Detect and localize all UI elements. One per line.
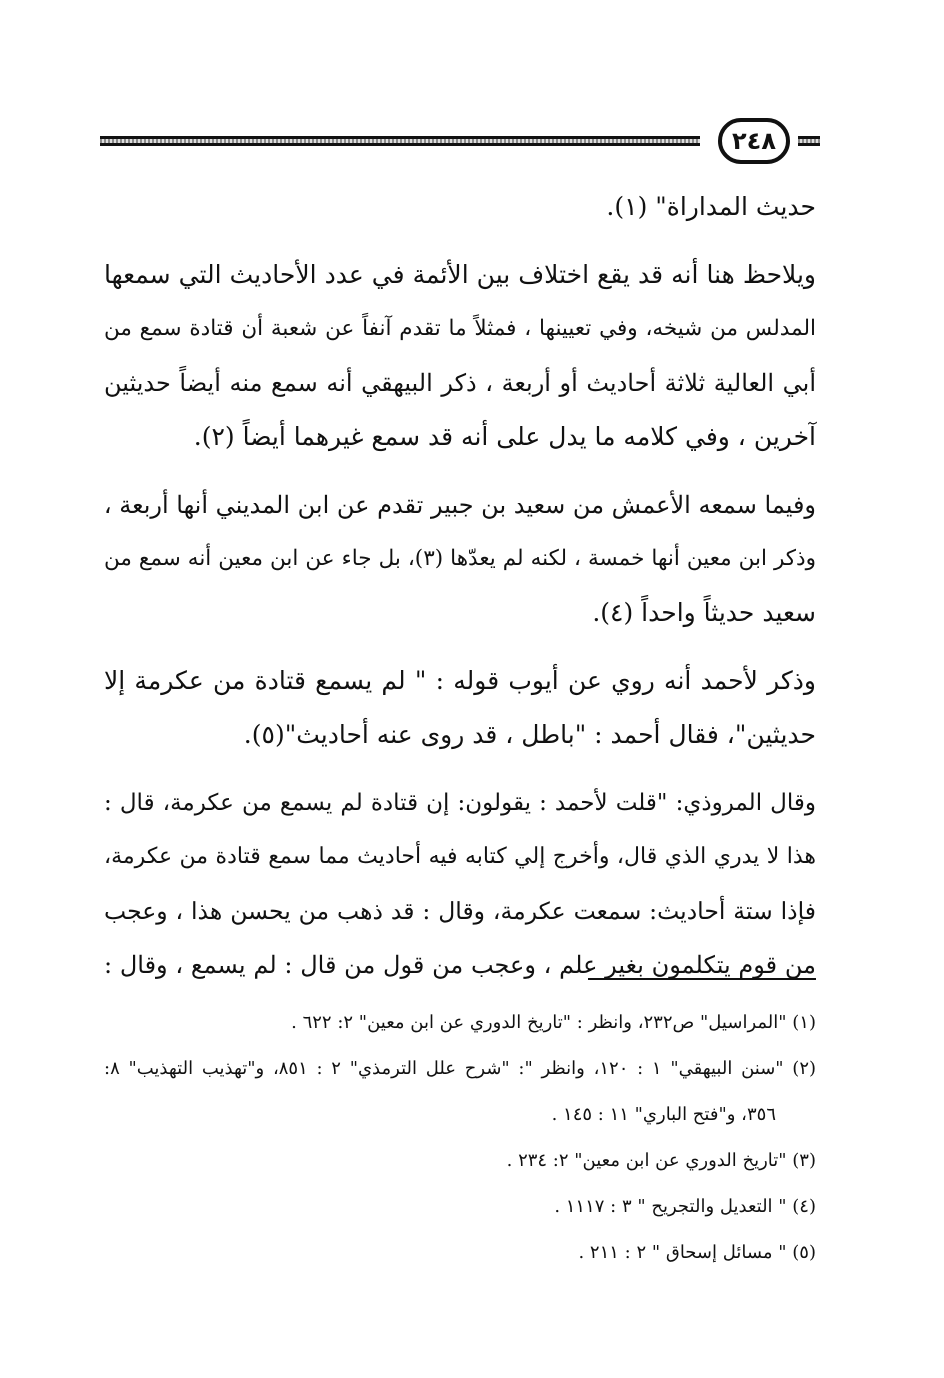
text-line: وذكر لأحمد أنه روي عن أيوب قوله : " لم يسمع قتادة من عكرمة إلا [104, 666, 816, 695]
page-number: ٢٤٨ [718, 118, 790, 164]
header-rule-short [798, 136, 820, 146]
footnote: (٤) " التعديل والتجريح " ٣ : ١١١٧ . [554, 1196, 816, 1217]
text-line: هذا لا يدري الذي قال، وأخرج إلي كتابه فيه أحاديث مما سمع قتادة من عكرمة، [104, 844, 816, 869]
text-line: وذكر ابن معين أنها خمسة ، لكنه لم يعدّها (٣)، بل جاء عن ابن معين أنه سمع من [104, 546, 817, 571]
text-line: حديث المداراة" (١). [606, 192, 816, 221]
paragraph [104, 248, 816, 464]
paragraph [104, 776, 816, 992]
paragraph [104, 180, 816, 234]
page-header [100, 118, 820, 180]
text-line: آخرين ، وفي كلامه ما يدل على أنه قد سمع غيرهما أيضاً (٢). [193, 422, 816, 451]
footnotes [104, 1000, 816, 1276]
footnote: (١) "المراسيل" ص٢٣٢، وانظر : "تاريخ الدوري عن ابن معين" ٢: ٦٢٢ . [291, 1012, 816, 1033]
footnote: (٥) " مسائل إسحاق " ٢ : ٢١١ . [578, 1242, 816, 1263]
text-line: أبي العالية ثلاثة أحاديث أو أربعة ، ذكر البيهقي أنه سمع منه أيضاً حديثين [104, 369, 816, 397]
header-rule [100, 136, 700, 146]
text-line: سعيد حديثاً واحداً (٤). [592, 598, 816, 627]
footnote: (٢) "سنن البيهقي" ١ : ١٢٠، وانظر ": "شرح علل الترمذي" ٢ : ٨٥١، و"تهذيب التهذيب" ٨: [104, 1058, 817, 1079]
footnote-separator [588, 978, 816, 980]
footnote: (٣) "تاريخ الدوري عن ابن معين" ٢: ٢٣٤ . [506, 1150, 816, 1171]
text-line: وفيما سمعه الأعمش من سعيد بن جبير تقدم عن ابن المديني أنها أربعة ، [103, 491, 816, 519]
text-line: حديثين"، فقال أحمد : "باطل ، قد روى عنه أحاديث"(٥). [243, 720, 816, 749]
main-text [104, 180, 816, 992]
footnote-continuation: ٣٥٦، و"فتح الباري" ١١ : ١٤٥ . [551, 1104, 776, 1125]
text-line: ويلاحظ هنا أنه قد يقع اختلاف بين الأئمة في عدد الأحاديث التي سمعها [104, 260, 816, 289]
paragraph [104, 654, 816, 762]
text-line: من قوم يتكلمون بغير علم ، وعجب من قول من قال : لم يسمع ، وقال : [104, 951, 816, 979]
paragraph [104, 478, 816, 640]
text-line: وقال المروذي: "قلت لأحمد : يقولون: إن قتادة لم يسمع من عكرمة، قال : [104, 790, 816, 816]
text-line: المدلس من شيخه، وفي تعيينها ، فمثلاً ما تقدم آنفاً عن شعبة أن قتادة سمع من [104, 316, 816, 341]
text-line: فإذا ستة أحاديث: سمعت عكرمة، وقال : قد ذهب من يحسن هذا ، وعجب [104, 897, 816, 925]
